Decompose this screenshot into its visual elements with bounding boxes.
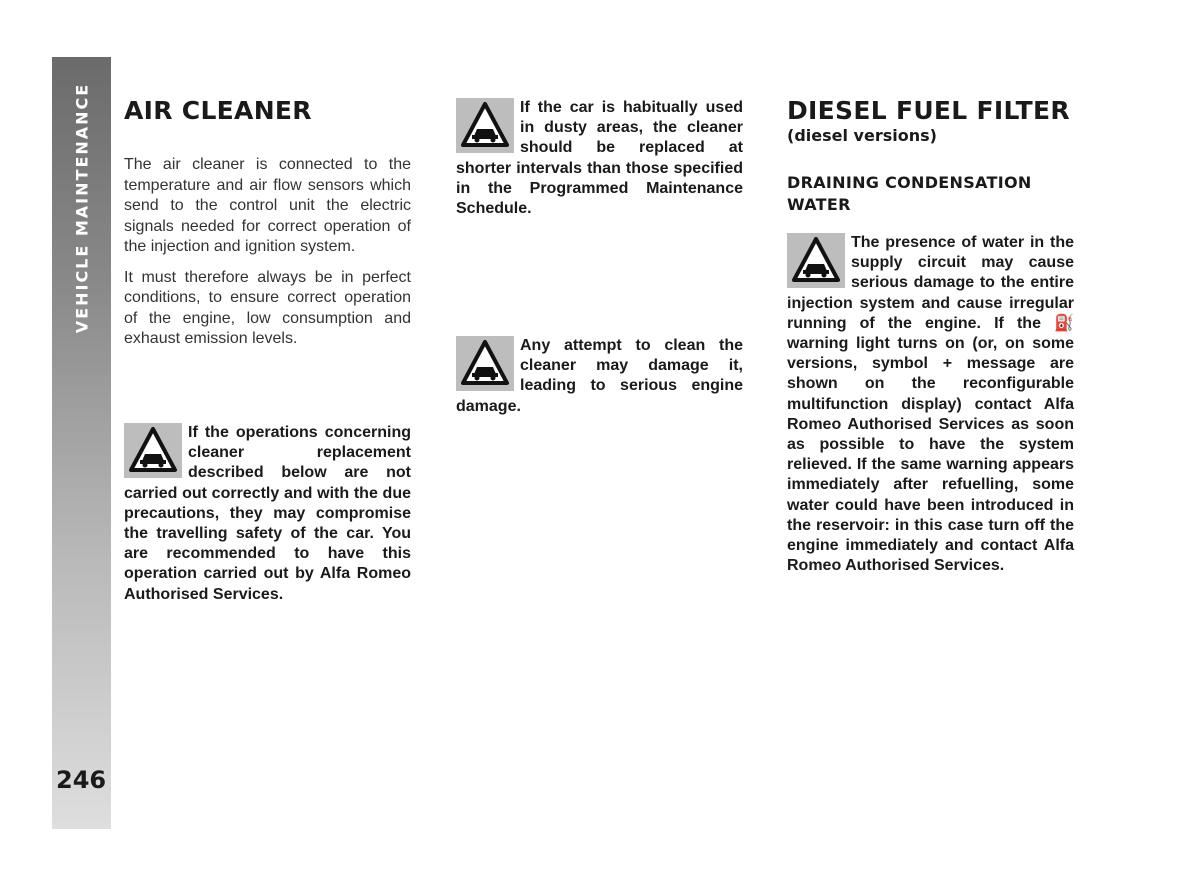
section-title-vertical: VEHICLE MAINTENANCE bbox=[72, 82, 92, 334]
diesel-filter-column bbox=[787, 96, 1074, 216]
water-warning bbox=[787, 233, 1074, 576]
water-warning-text-1: The presence of water in the supply circuit may cause serious damage to the entire injection system and cause irregular running of the engine. If the bbox=[787, 234, 1074, 332]
dusty-areas-warning bbox=[456, 98, 743, 219]
page-number: 246 bbox=[56, 766, 107, 794]
water-warning-text-2: warning light turns on (or, on some versions, symbol + message are shown on the reconfigurable multifunction display) contact Alfa Romeo Authorised Services as soon as possible to have the system relieved. If the same warning appears immediately after refuelling, some water could have been introduced in the reservoir: in this case turn off the engine immediately and contact Alfa Romeo Authorised Services. bbox=[787, 335, 1074, 575]
air-cleaner-warning-text: If the operations concerning cleaner replacement described below are not carried out correctly and with the due precautions, they may compromise the travelling safety of the car. You are recommended to have this operation carried out by Alfa Romeo Authorised Services. bbox=[124, 424, 411, 603]
fuel-water-warning-light-icon: ⛽ bbox=[1054, 314, 1074, 332]
clean-cleaner-warning-text: Any attempt to clean the cleaner may damage it, leading to serious engine damage. bbox=[456, 337, 743, 415]
diesel-filter-subtitle: (diesel versions) bbox=[787, 126, 937, 145]
draining-condensation-heading: DRAINING CONDENSATION WATER bbox=[787, 173, 1032, 214]
car-warning-triangle-icon bbox=[787, 233, 845, 288]
clean-cleaner-warning bbox=[456, 336, 743, 417]
car-warning-triangle-icon bbox=[456, 98, 514, 153]
air-cleaner-warning bbox=[124, 423, 411, 605]
air-cleaner-column bbox=[124, 96, 411, 350]
diesel-filter-title: DIESEL FUEL FILTER bbox=[787, 96, 1070, 125]
car-warning-triangle-icon bbox=[456, 336, 514, 391]
air-cleaner-paragraph-2: It must therefore always be in perfect conditions, to ensure correct operation of the engine, low consumption and exhaust emission levels. bbox=[124, 268, 411, 347]
air-cleaner-title: AIR CLEANER bbox=[124, 96, 312, 125]
car-warning-triangle-icon bbox=[124, 423, 182, 478]
dusty-areas-warning-text: If the car is habitually used in dusty areas, the cleaner should be replaced at shorter intervals than those specified in the Programmed Maintenance Schedule. bbox=[456, 99, 743, 218]
air-cleaner-paragraph-1: The air cleaner is connected to the temperature and air flow sensors which send to the control unit the electric signals needed for correct operation of the injection and ignition system. bbox=[124, 156, 411, 255]
